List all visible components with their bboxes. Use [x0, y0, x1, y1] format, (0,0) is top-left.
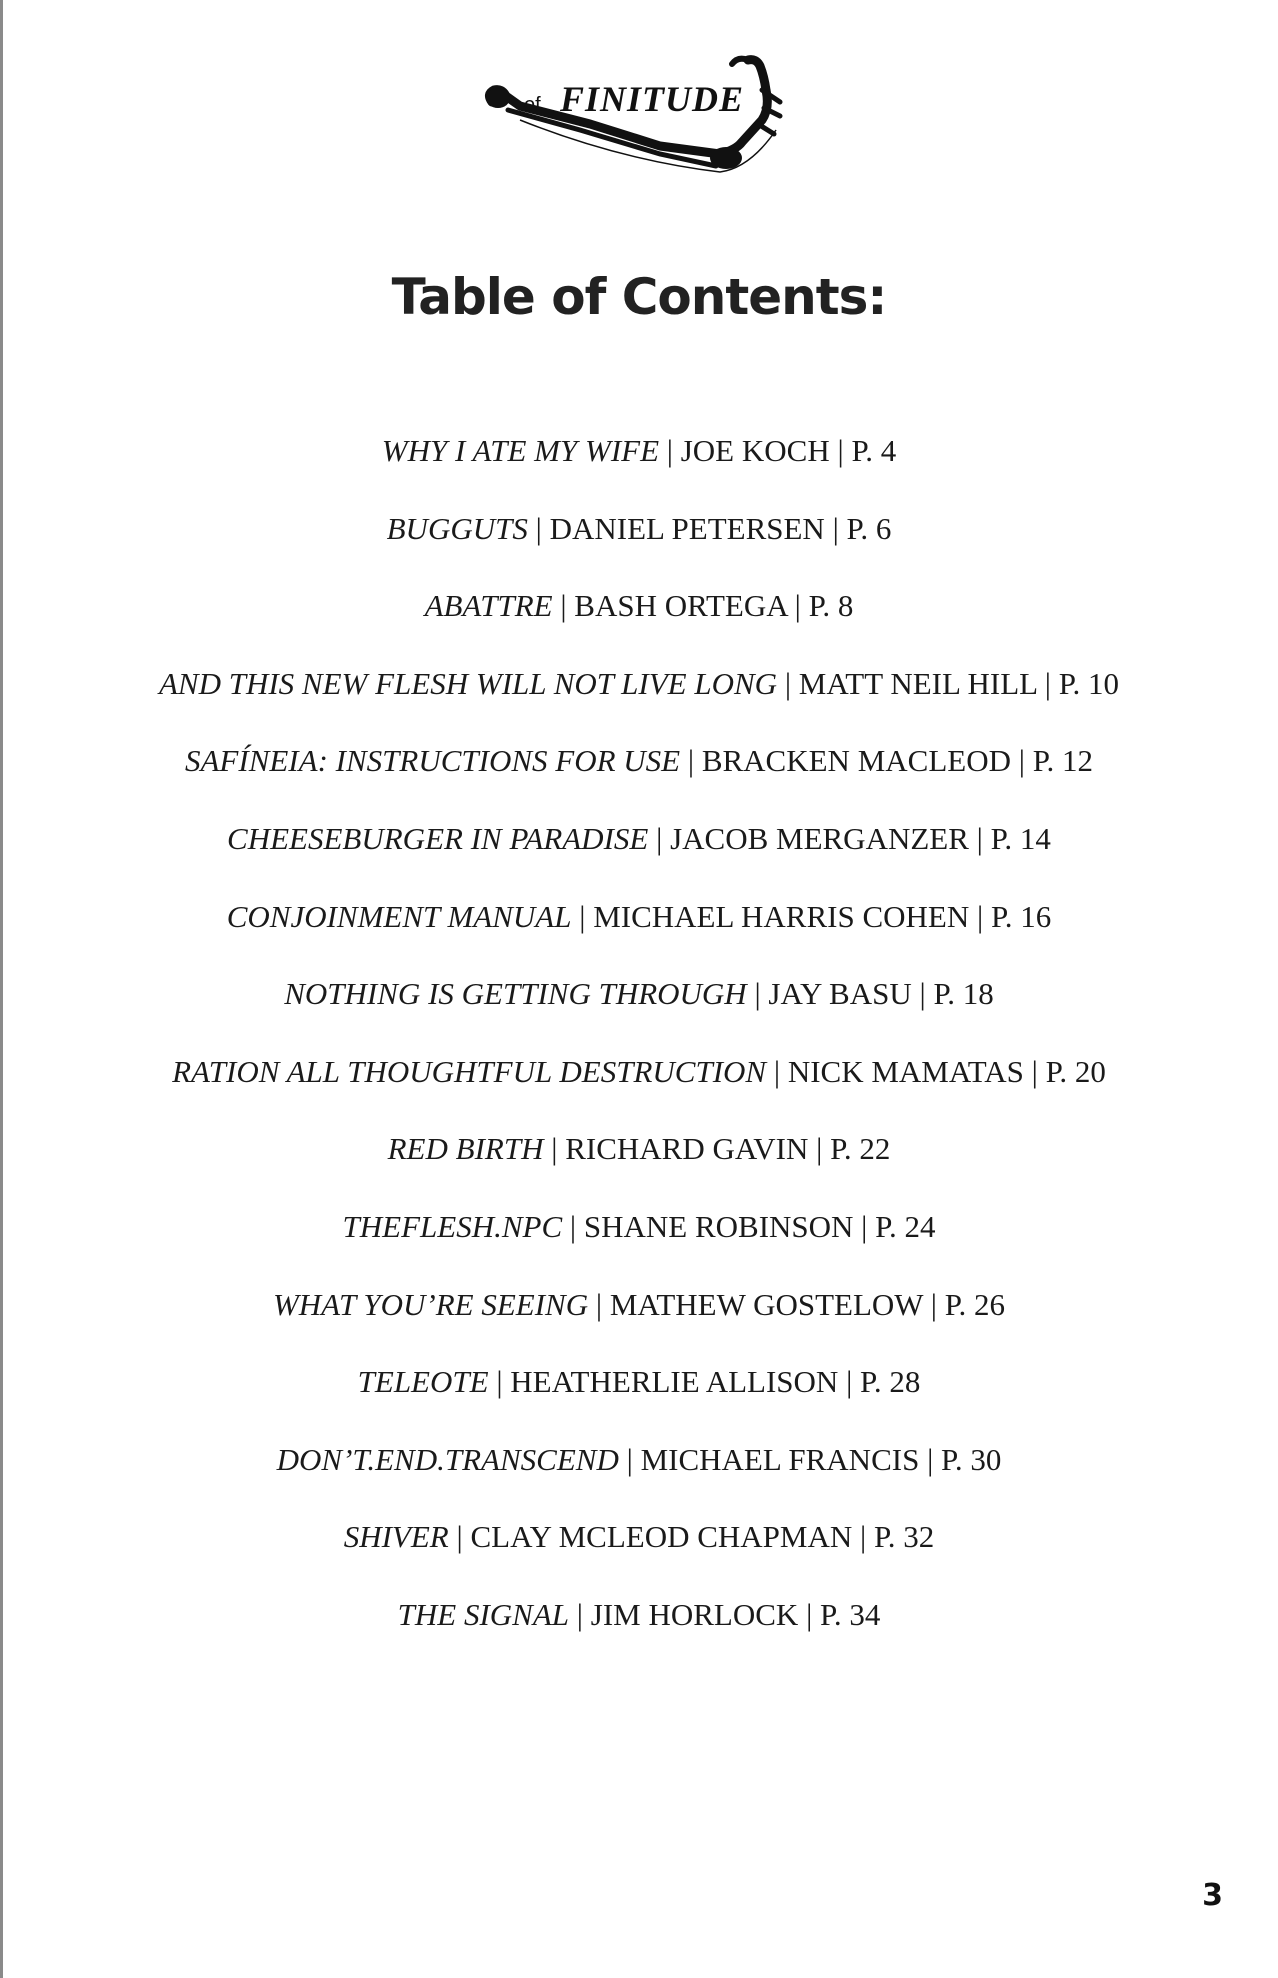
story-title: CHEESEBURGER IN PARADISE — [227, 820, 649, 856]
page-ref: P. 12 — [1032, 743, 1093, 779]
page-number: 3 — [1202, 1878, 1223, 1913]
toc-entry: SAFÍNEIA: INSTRUCTIONS FOR USE | BRACKEN MACLEOD | P. 12 — [185, 743, 1093, 779]
page-ref: P. 34 — [820, 1596, 881, 1632]
toc-entry: CHEESEBURGER IN PARADISE | JACOB MERGANZER | P. 14 — [227, 820, 1051, 856]
toc-entry: ABATTRE | BASH ORTEGA | P. 8 — [424, 588, 854, 624]
story-title: ABATTRE — [424, 588, 553, 624]
author-name: BASH ORTEGA — [574, 588, 787, 624]
author-name: MATHEW GOSTELOW — [609, 1286, 923, 1322]
story-title: NOTHING IS GETTING THROUGH — [284, 976, 747, 1012]
page-ref: P. 26 — [944, 1286, 1006, 1322]
author-name: HEATHERLIE ALLISON — [510, 1364, 839, 1400]
author-name: DANIEL PETERSEN — [549, 510, 825, 546]
logo-wordmark: FINITUDE — [560, 79, 745, 119]
logo-of-text: of — [524, 94, 541, 116]
toc-entry: TELEOTE | HEATHERLIE ALLISON | P. 28 — [357, 1364, 921, 1400]
story-title: SHIVER — [343, 1519, 449, 1555]
page-title: Table of Contents: — [391, 268, 887, 326]
finitude-logo — [480, 50, 800, 190]
author-name: CLAY MCLEOD CHAPMAN — [470, 1519, 853, 1555]
page-ref: P. 24 — [875, 1208, 936, 1244]
toc-entry: WHAT YOU’RE SEEING | MATHEW GOSTELOW | P. 26 — [272, 1286, 1006, 1322]
page-ref: P. 28 — [860, 1364, 921, 1400]
story-title: CONJOINMENT MANUAL — [226, 898, 572, 934]
story-title: THE SIGNAL — [397, 1596, 570, 1632]
story-title: RED BIRTH — [387, 1131, 544, 1167]
page-ref: P. 20 — [1045, 1053, 1106, 1089]
toc-entry: WHY I ATE MY WIFE | JOE KOCH | P. 4 — [381, 433, 897, 468]
story-title: BUGGUTS — [386, 510, 528, 546]
table-of-contents — [0, 425, 1278, 1667]
story-title: SAFÍNEIA: INSTRUCTIONS FOR USE — [185, 743, 681, 779]
toc-entry: THEFLESH.NPC | SHANE ROBINSON | P. 24 — [342, 1208, 936, 1244]
author-name: SHANE ROBINSON — [583, 1208, 854, 1244]
page-ref: P. 18 — [933, 976, 994, 1012]
page-ref: P. 4 — [851, 433, 897, 468]
toc-entry: SHIVER | CLAY MCLEOD CHAPMAN | P. 32 — [343, 1519, 935, 1555]
author-name: MICHAEL FRANCIS — [640, 1441, 920, 1477]
story-title: WHAT YOU’RE SEEING — [272, 1286, 589, 1322]
toc-entry: AND THIS NEW FLESH WILL NOT LIVE LONG | MATT NEIL HILL | P. 10 — [158, 665, 1120, 701]
page-ref: P. 30 — [941, 1441, 1002, 1477]
author-name: MATT NEIL HILL — [798, 665, 1037, 701]
toc-entry: CONJOINMENT MANUAL | MICHAEL HARRIS COHEN | P. 16 — [226, 898, 1052, 934]
story-title: THEFLESH.NPC — [342, 1208, 563, 1244]
author-name: BRACKEN MACLEOD — [701, 743, 1011, 779]
page-ref: P. 14 — [990, 820, 1051, 856]
toc-entry: RED BIRTH | RICHARD GAVIN | P. 22 — [387, 1131, 891, 1167]
author-name: JACOB MERGANZER — [670, 820, 969, 856]
toc-entry: NOTHING IS GETTING THROUGH | JAY BASU | P. 18 — [284, 976, 994, 1012]
bone-arm-icon — [480, 50, 800, 190]
page-ref: P. 10 — [1058, 665, 1120, 701]
page-ref: P. 16 — [990, 898, 1052, 934]
author-name: NICK MAMATAS — [787, 1053, 1024, 1089]
author-name: JIM HORLOCK — [590, 1596, 799, 1632]
author-name: JAY BASU — [768, 976, 912, 1012]
author-name: JOE KOCH — [680, 433, 838, 468]
story-title: WHY I ATE MY WIFE — [381, 433, 660, 468]
author-name: RICHARD GAVIN — [565, 1131, 809, 1167]
toc-entry: RATION ALL THOUGHTFUL DESTRUCTION | NICK MAMATAS | P. 20 — [172, 1053, 1106, 1089]
page-ref: P. 8 — [808, 588, 854, 624]
story-title: RATION ALL THOUGHTFUL DESTRUCTION — [172, 1053, 767, 1089]
page-ref: P. 32 — [873, 1519, 935, 1555]
page-ref: P. 6 — [846, 510, 892, 546]
toc-entry: BUGGUTS | DANIEL PETERSEN | P. 6 — [386, 510, 892, 546]
toc-entry: THE SIGNAL | JIM HORLOCK | P. 34 — [397, 1596, 881, 1632]
story-title: DON’T.END.TRANSCEND — [276, 1441, 619, 1477]
toc-entry: DON’T.END.TRANSCEND | MICHAEL FRANCIS | P. 30 — [276, 1441, 1002, 1477]
story-title: TELEOTE — [357, 1364, 489, 1400]
author-name: MICHAEL HARRIS COHEN — [593, 898, 970, 934]
page-ref: P. 22 — [830, 1131, 891, 1167]
story-title: AND THIS NEW FLESH WILL NOT LIVE LONG — [158, 665, 778, 701]
